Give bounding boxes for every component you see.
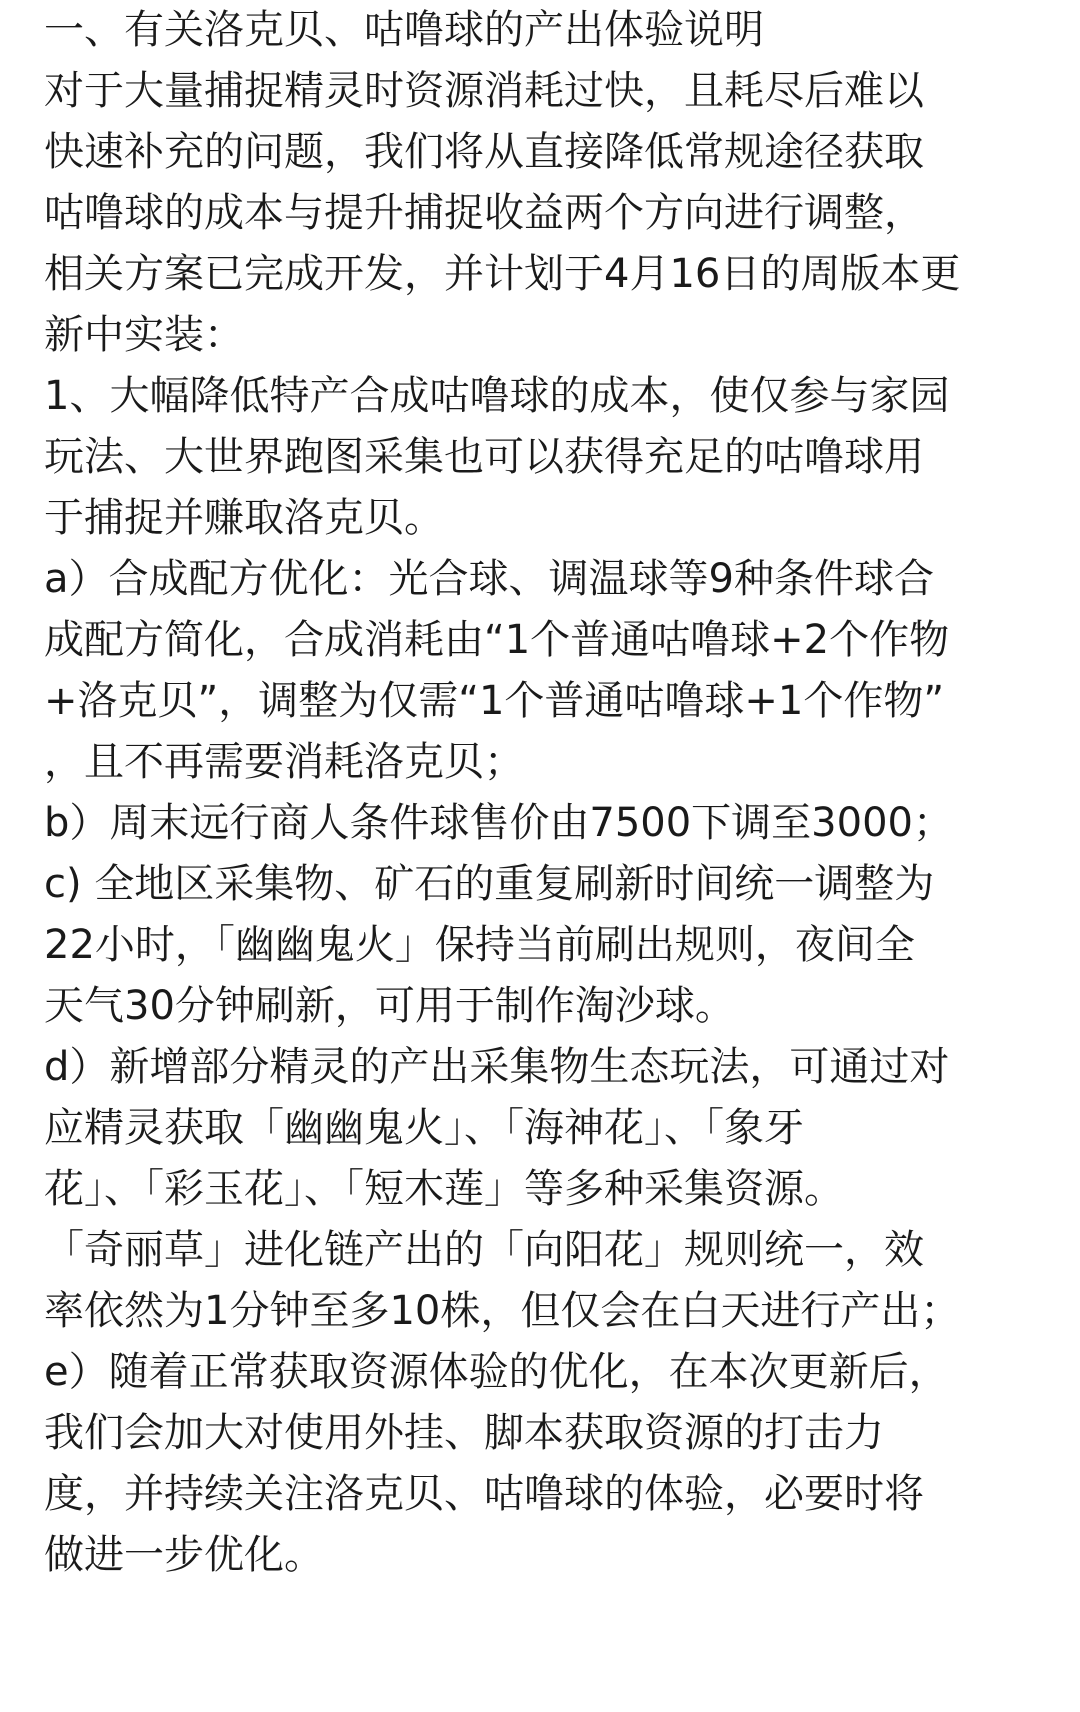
text-line: c) 全地区采集物、矿石的重复刷新时间统一调整为 <box>44 861 935 907</box>
announcement-text <box>44 0 1044 1586</box>
text-line: 对于大量捕捉精灵时资源消耗过快，且耗尽后难以 <box>44 68 924 114</box>
text-line: a）合成配方优化：光合球、调温球等9种条件球合 <box>44 556 934 602</box>
text-line: 1、大幅降低特产合成咕噜球的成本，使仅参与家园 <box>44 373 950 419</box>
text-line: 于捕捉并赚取洛克贝。 <box>44 495 444 541</box>
text-line: e）随着正常获取资源体验的优化，在本次更新后， <box>44 1349 949 1395</box>
text-line: 成配方简化，合成消耗由“1个普通咕噜球+2个作物 <box>44 617 950 663</box>
text-line: 率依然为1分钟至多10株，但仅会在白天进行产出； <box>44 1288 961 1334</box>
text-line: 玩法、大世界跑图采集也可以获得充足的咕噜球用 <box>44 434 924 480</box>
text-line: 22小时，「幽幽鬼火」保持当前刷出规则，夜间全 <box>44 922 915 968</box>
section-heading: 一、有关洛克贝、咕噜球的产出体验说明 <box>44 7 764 53</box>
text-line: 快速补充的问题，我们将从直接降低常规途径获取 <box>44 129 924 175</box>
text-line: 新中实装： <box>44 312 244 358</box>
text-line: 咕噜球的成本与提升捕捉收益两个方向进行调整， <box>44 190 924 236</box>
text-line: 度，并持续关注洛克贝、咕噜球的体验，必要时将 <box>44 1471 924 1517</box>
text-line: b）周末远行商人条件球售价由7500下调至3000； <box>44 800 953 846</box>
text-line: 做进一步优化。 <box>44 1532 324 1578</box>
text-line: +洛克贝”，调整为仅需“1个普通咕噜球+1个作物” <box>44 678 945 724</box>
text-line: d）新增部分精灵的产出采集物生态玩法，可通过对 <box>44 1044 950 1090</box>
text-line: 相关方案已完成开发，并计划于4月16日的周版本更 <box>44 251 961 297</box>
text-line: ，且不再需要消耗洛克贝； <box>44 739 524 785</box>
text-line: 天气30分钟刷新，可用于制作淘沙球。 <box>44 983 735 1029</box>
text-line: 「奇丽草」进化链产出的「向阳花」规则统一，效 <box>44 1227 924 1273</box>
text-line: 我们会加大对使用外挂、脚本获取资源的打击力 <box>44 1410 884 1456</box>
text-line: 应精灵获取「幽幽鬼火」、「海神花」、「象牙 <box>44 1105 804 1151</box>
text-line: 花」、「彩玉花」、「短木莲」等多种采集资源。 <box>44 1166 844 1212</box>
